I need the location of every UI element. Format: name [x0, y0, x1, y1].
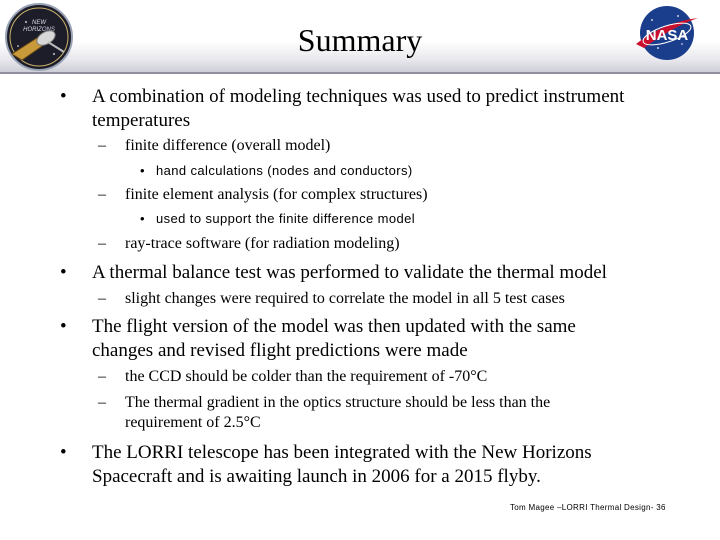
- dash-marker: –: [98, 368, 106, 385]
- sub-2-1: slight changes were required to correlate the model in all 5 test cases: [125, 290, 565, 307]
- subsub-1-2-1: used to support the finite difference model: [156, 211, 416, 226]
- dash-marker: –: [98, 137, 106, 154]
- logo-text-new: NEW: [32, 20, 46, 26]
- bullet-1-line-1: A combination of modeling techniques was used to predict instrument: [92, 86, 625, 107]
- dash-marker: –: [98, 290, 106, 307]
- sub-3-2-line-2: requirement of 2.5°C: [125, 414, 261, 431]
- bullet-4-line-1: The LORRI telescope has been integrated with the New Horizons: [92, 442, 592, 463]
- subsub-1-1-1: hand calculations (nodes and conductors): [156, 163, 413, 178]
- slide-title: Summary: [297, 22, 423, 58]
- sub-3-2-line-1: The thermal gradient in the optics structure should be less than the: [125, 394, 551, 411]
- dash-marker: –: [98, 186, 106, 203]
- bullet-3-line-1: The flight version of the model was then updated with the same: [92, 316, 576, 337]
- sub-3-1: the CCD should be colder than the requirement of -70°C: [125, 368, 488, 385]
- dash-marker: –: [98, 394, 106, 411]
- bullet-marker: •: [60, 442, 67, 463]
- logo-text-horizons: HORIZONS: [23, 27, 55, 33]
- header-divider: [0, 72, 720, 74]
- bullet-marker: •: [60, 86, 67, 107]
- bullet-1-line-2: temperatures: [92, 110, 191, 131]
- dash-marker: –: [98, 235, 106, 252]
- sub-1-1: finite difference (overall model): [125, 137, 331, 154]
- nasa-logo-text: NASA: [645, 27, 689, 44]
- slide-footer: Tom Magee –LORRI Thermal Design- 36: [510, 503, 666, 512]
- small-bullet-marker: •: [140, 211, 145, 226]
- sub-1-3: ray-trace software (for radiation modeling): [125, 235, 400, 252]
- bullet-marker: •: [60, 262, 67, 283]
- bullet-marker: •: [60, 316, 67, 337]
- small-bullet-marker: •: [140, 163, 145, 178]
- bullet-2-line-1: A thermal balance test was performed to validate the thermal model: [92, 262, 607, 283]
- bullet-4-line-2: Spacecraft and is awaiting launch in 2006 for a 2015 flyby.: [92, 466, 541, 487]
- bullet-3-line-2: changes and revised flight predictions were made: [92, 340, 468, 361]
- sub-1-2: finite element analysis (for complex structures): [125, 186, 428, 203]
